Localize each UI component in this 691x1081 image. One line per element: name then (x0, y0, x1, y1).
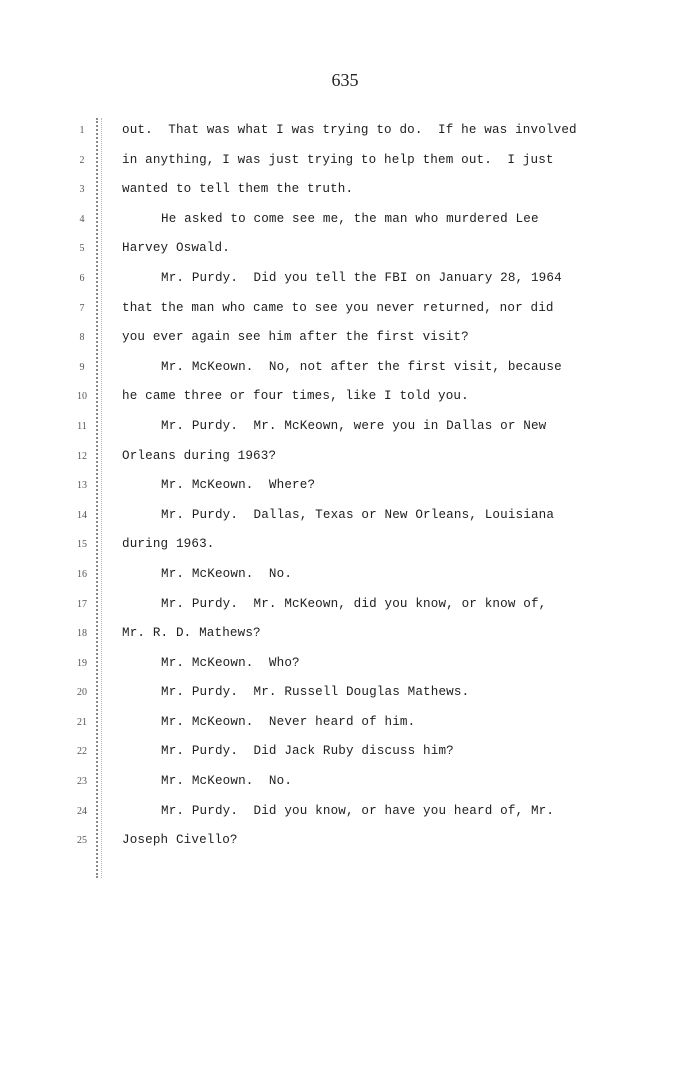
transcript-line (0, 592, 691, 622)
line-text: you ever again see him after the first visit? (122, 330, 469, 345)
line-text: Mr. Purdy. Did you tell the FBI on January 28, 1964 (161, 270, 562, 285)
line-text: Mr. Purdy. Mr. McKeown, were you in Dallas or New (161, 418, 547, 433)
transcript-line (0, 296, 691, 326)
transcript-line (0, 680, 691, 710)
line-text: Mr. Purdy. Did you know, or have you heard of, Mr. (161, 803, 555, 818)
line-number: 20 (77, 687, 87, 699)
line-text: Mr. R. D. Mathews? (122, 626, 261, 641)
transcript-line (0, 473, 691, 503)
line-text: out. That was what I was trying to do. If he was involved (122, 123, 577, 137)
line-number: 4 (79, 213, 85, 225)
line-number: 6 (79, 272, 85, 284)
line-number: 10 (77, 391, 87, 403)
transcript-line (0, 177, 691, 207)
line-text: Mr. Purdy. Mr. Russell Douglas Mathews. (161, 685, 470, 700)
line-text: Joseph Civello? (122, 833, 238, 848)
line-number: 16 (77, 568, 87, 580)
transcript-line (0, 148, 691, 178)
line-number: 11 (77, 420, 87, 432)
line-number: 23 (77, 776, 87, 788)
line-number: 12 (77, 450, 87, 462)
transcript-line (0, 384, 691, 414)
line-number: 24 (77, 805, 87, 817)
transcript-line (0, 799, 691, 829)
line-number: 22 (77, 746, 87, 758)
transcript-line (0, 769, 691, 799)
line-text: Mr. Purdy. Did Jack Ruby discuss him? (161, 744, 454, 759)
line-text: he came three or four times, like I told you. (122, 389, 469, 404)
line-text: Harvey Oswald. (122, 241, 230, 256)
line-text: in anything, I was just trying to help them out. I just (122, 152, 554, 167)
line-number: 1 (79, 125, 85, 136)
line-number: 14 (77, 509, 87, 521)
line-number: 7 (79, 302, 85, 314)
line-number: 2 (79, 154, 85, 166)
transcript-line (0, 621, 691, 651)
line-number: 25 (77, 835, 87, 847)
line-text: Orleans during 1963? (122, 448, 277, 463)
transcript-line (0, 651, 691, 681)
line-text: wanted to tell them the truth. (122, 182, 354, 197)
line-text: that the man who came to see you never returned, nor did (122, 300, 554, 315)
transcript-line (0, 532, 691, 562)
line-number: 15 (77, 539, 87, 551)
line-number: 3 (79, 184, 85, 196)
line-text: Mr. McKeown. No, not after the first visit, because (161, 359, 562, 374)
line-text: Mr. McKeown. Where? (161, 478, 316, 493)
line-text: during 1963. (122, 537, 215, 552)
transcript-line (0, 325, 691, 355)
line-text: Mr. McKeown. Never heard of him. (161, 714, 416, 729)
line-number: 8 (79, 332, 85, 344)
transcript-line (0, 118, 691, 148)
line-text: He asked to come see me, the man who murdered Lee (161, 211, 539, 226)
transcript-line (0, 266, 691, 296)
transcript-line (0, 355, 691, 385)
transcript-line (0, 739, 691, 769)
line-text: Mr. McKeown. No. (161, 774, 293, 789)
transcript-line (0, 236, 691, 266)
transcript-line (0, 710, 691, 740)
transcript-line (0, 444, 691, 474)
line-number: 9 (79, 361, 85, 373)
transcript-line (0, 414, 691, 444)
line-text: Mr. Purdy. Dallas, Texas or New Orleans, Louisiana (161, 507, 555, 522)
line-number: 18 (77, 628, 87, 640)
transcript-line (0, 828, 691, 858)
line-number: 13 (77, 480, 87, 492)
line-number: 19 (77, 657, 87, 669)
line-number: 5 (79, 243, 85, 255)
line-number: 17 (77, 598, 87, 610)
transcript-line (0, 562, 691, 592)
line-text: Mr. McKeown. No. (161, 566, 293, 581)
transcript-line (0, 503, 691, 533)
line-text: Mr. McKeown. Who? (161, 655, 300, 670)
transcript-body (0, 118, 691, 858)
page-number: 635 (331, 70, 359, 90)
line-number: 21 (77, 716, 87, 728)
transcript-line (0, 207, 691, 237)
line-text: Mr. Purdy. Mr. McKeown, did you know, or know of, (161, 596, 547, 611)
